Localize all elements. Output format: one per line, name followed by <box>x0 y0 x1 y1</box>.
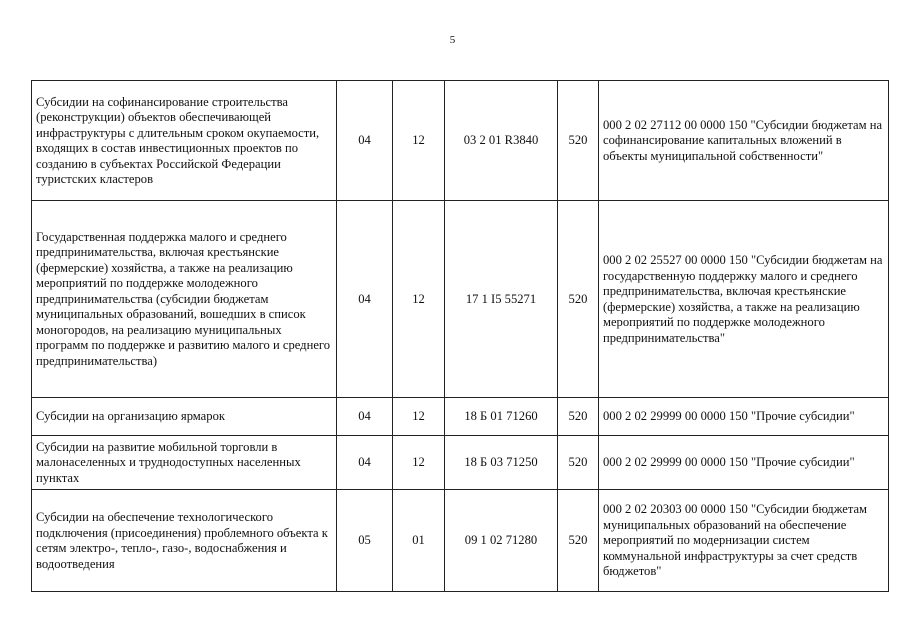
table-row <box>32 398 889 436</box>
page-number: 5 <box>449 34 456 46</box>
income-code-cell: 000 2 02 20303 00 0000 150 "Субсидии бюджетам муниципальных образований на обеспечение мероприятий по модернизации систем коммунальной инфраструктуры за счет средств бюджетов" <box>599 490 889 592</box>
description-cell: Государственная поддержка малого и среднего предпринимательства, включая крестьянские (фермерские) хозяйства, а также на реализацию мероприятий по поддержке молодежного предпринимательства (субсидии бюджетам муниципальных образований, вошедших в список моногородов, на реализацию муниципальных программ по поддержке и развитию малого и среднего предпринимательства) <box>32 201 337 398</box>
section-cell: 04 <box>337 398 393 436</box>
subsection-cell: 12 <box>393 398 445 436</box>
description-cell: Субсидии на организацию ярмарок <box>32 398 337 436</box>
target-article-cell: 18 Б 03 71250 <box>445 436 558 490</box>
expense-type-cell: 520 <box>558 81 599 201</box>
expense-type-cell: 520 <box>558 398 599 436</box>
target-article-cell: 03 2 01 R3840 <box>445 81 558 201</box>
target-article-cell: 17 1 I5 55271 <box>445 201 558 398</box>
target-article-cell: 09 1 02 71280 <box>445 490 558 592</box>
expense-type-cell: 520 <box>558 201 599 398</box>
income-code-cell: 000 2 02 29999 00 0000 150 "Прочие субсидии" <box>599 398 889 436</box>
description-cell: Субсидии на развитие мобильной торговли в малонаселенных и труднодоступных населенных пунктах <box>32 436 337 490</box>
table-row <box>32 201 889 398</box>
expense-type-cell: 520 <box>558 490 599 592</box>
section-cell: 04 <box>337 201 393 398</box>
subsection-cell: 12 <box>393 81 445 201</box>
section-cell: 05 <box>337 490 393 592</box>
table-row <box>32 490 889 592</box>
income-code-cell: 000 2 02 27112 00 0000 150 "Субсидии бюджетам на софинансирование капитальных вложений в объекты муниципальной собственности" <box>599 81 889 201</box>
section-cell: 04 <box>337 436 393 490</box>
subsidy-table <box>31 80 889 592</box>
section-cell: 04 <box>337 81 393 201</box>
expense-type-cell: 520 <box>558 436 599 490</box>
income-code-cell: 000 2 02 29999 00 0000 150 "Прочие субсидии" <box>599 436 889 490</box>
table-row <box>32 81 889 201</box>
income-code-cell: 000 2 02 25527 00 0000 150 "Субсидии бюджетам на государственную поддержку малого и среднего предпринимательства, включая крестьянские (фермерские) хозяйства, а также на реализацию мероприятий по поддержке молодежного предпринимательства" <box>599 201 889 398</box>
description-cell: Субсидии на софинансирование строительства (реконструкции) объектов обеспечивающей инфраструктуры с длительным сроком окупаемости, входящих в состав инвестиционных проектов по созданию в субъектах Российской Федерации туристских кластеров <box>32 81 337 201</box>
subsection-cell: 12 <box>393 436 445 490</box>
subsection-cell: 01 <box>393 490 445 592</box>
table-row <box>32 436 889 490</box>
description-cell: Субсидии на обеспечение технологического подключения (присоединения) проблемного объекта к сетям электро-, тепло-, газо-, водоснабжения и водоотведения <box>32 490 337 592</box>
target-article-cell: 18 Б 01 71260 <box>445 398 558 436</box>
subsection-cell: 12 <box>393 201 445 398</box>
